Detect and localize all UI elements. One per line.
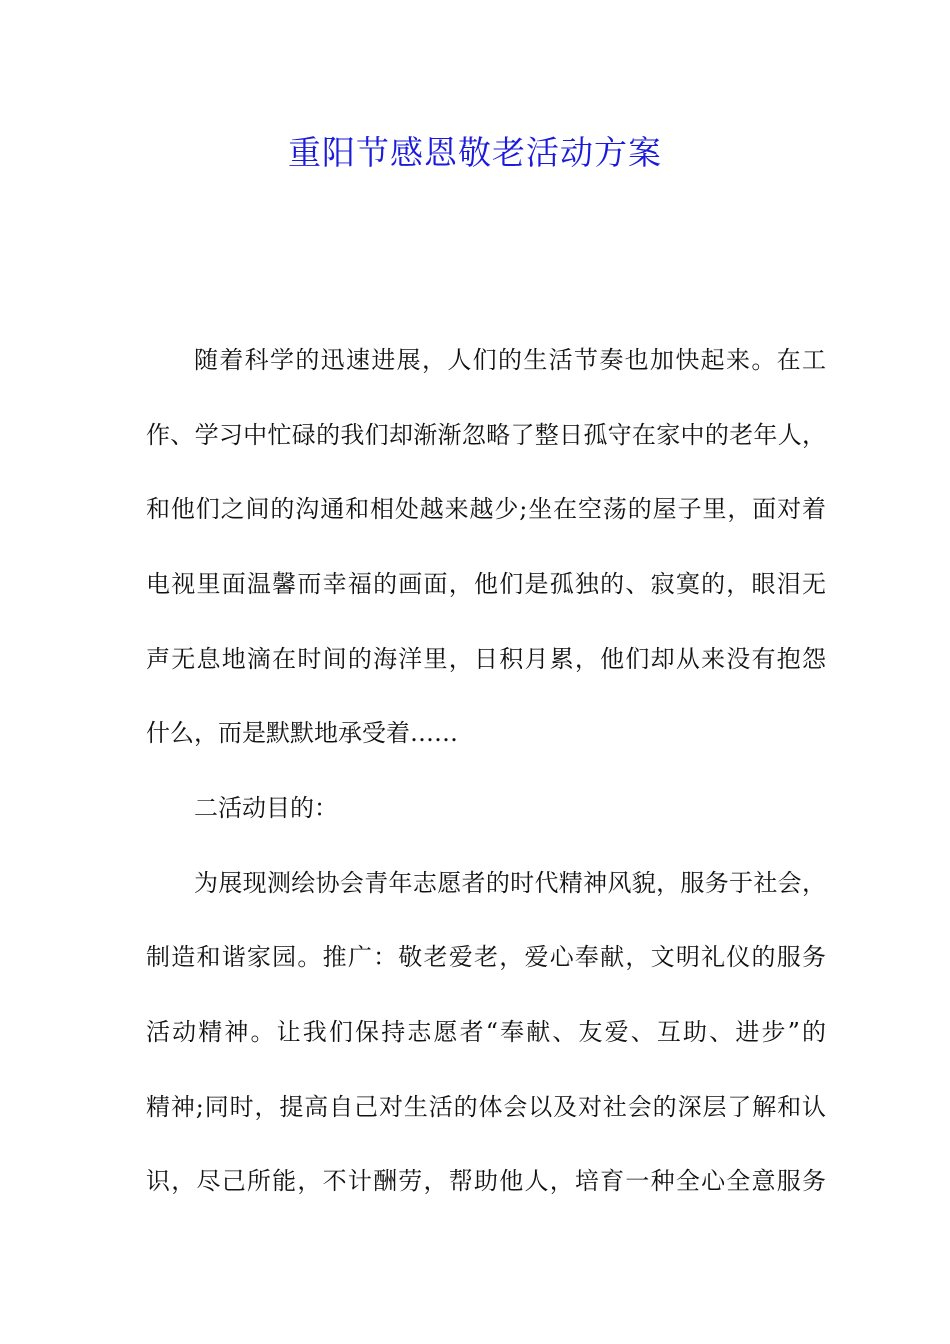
paragraph-line: 精神;同时，提高自己对生活的体会以及对社会的深层了解和认	[146, 1093, 826, 1121]
paragraph-line: 作、学习中忙碌的我们却渐渐忽略了整日孤守在家中的老年人，	[146, 421, 826, 449]
paragraph-line: 识，尽己所能，不计酬劳，帮助他人，培育一种全心全意服务	[146, 1167, 826, 1195]
paragraph-line: 制造和谐家园。推广：敬老爱老，爱心奉献，文明礼仪的服务	[146, 943, 826, 971]
paragraph-line: 什么，而是默默地承受着……	[146, 719, 458, 747]
paragraph-line: 活动精神。让我们保持志愿者“奉献、友爱、互助、进步”的	[146, 1018, 826, 1046]
paragraph-line: 电视里面温馨而幸福的画面，他们是孤独的、寂寞的，眼泪无	[146, 570, 826, 598]
paragraph-line: 声无息地滴在时间的海洋里，日积月累，他们却从来没有抱怨	[146, 645, 826, 673]
paragraph-line: 随着科学的迅速进展，人们的生活节奏也加快起来。在工	[194, 346, 826, 374]
paragraph-line: 和他们之间的沟通和相处越来越少;坐在空荡的屋子里，面对着	[146, 495, 826, 523]
paragraph-line: 为展现测绘协会青年志愿者的时代精神风貌，服务于社会，	[194, 869, 826, 897]
document-title: 重阳节感恩敬老活动方案	[288, 133, 662, 172]
section-heading: 二活动目的：	[194, 794, 338, 822]
